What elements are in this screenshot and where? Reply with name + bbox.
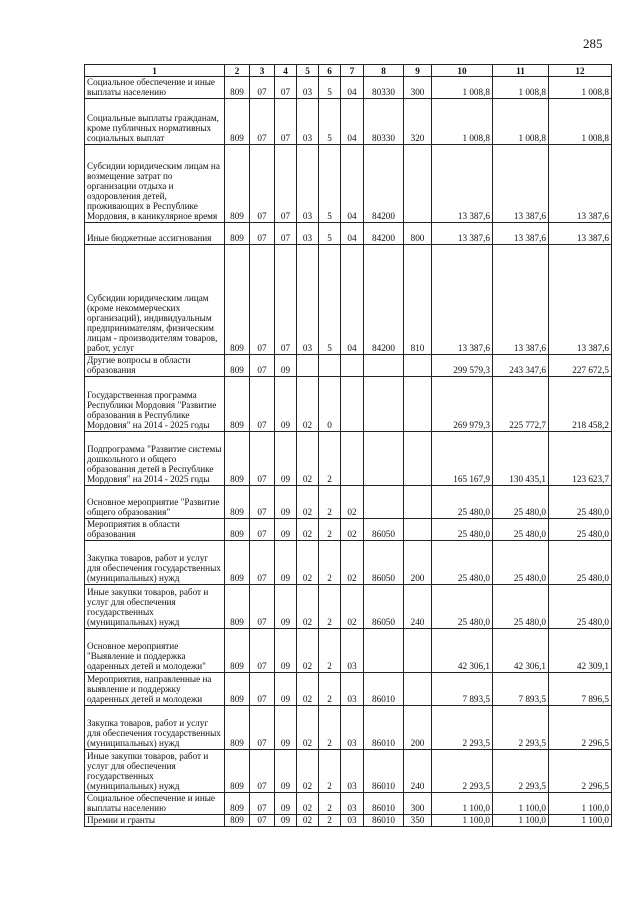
row-cell-7: 03 [341,793,364,815]
row-cell-12: 2 296,5 [549,750,612,793]
row-cell-5: 02 [297,706,319,750]
row-cell-2: 809 [225,377,250,432]
row-cell-8: 86050 [364,541,404,585]
row-cell-3: 07 [250,377,275,432]
row-cell-5: 02 [297,629,319,673]
table-row [85,519,612,541]
table-row [85,245,612,355]
row-cell-7: 04 [341,145,364,223]
row-cell-10: 25 480,0 [432,486,493,519]
row-cell-10: 25 480,0 [432,585,493,629]
row-name-cell: Социальные выплаты гражданам, кроме публичных нормативных социальных выплат [85,99,225,145]
row-cell-3: 07 [250,145,275,223]
row-cell-3: 07 [250,519,275,541]
row-cell-11: 13 387,6 [493,223,549,245]
row-name-cell: Иные закупки товаров, работ и услуг для обеспечения государственных (муниципальных) нужд [85,585,225,629]
row-cell-5: 02 [297,750,319,793]
row-cell-8: 86010 [364,706,404,750]
row-cell-7: 04 [341,99,364,145]
row-cell-10: 1 100,0 [432,793,493,815]
row-cell-2: 809 [225,750,250,793]
row-cell-12: 13 387,6 [549,145,612,223]
row-cell-7 [341,432,364,486]
row-cell-5: 03 [297,77,319,99]
row-cell-2: 809 [225,432,250,486]
row-name-cell: Закупка товаров, работ и услуг для обеспечения государственных (муниципальных) нужд [85,541,225,585]
row-name-cell: Субсидии юридическим лицам (кроме некоммерческих организаций), индивидуальным предпринимателям, физическим лицам - производителям товаров, работ, услуг [85,245,225,355]
row-cell-7: 03 [341,673,364,706]
row-cell-6: 2 [319,519,341,541]
row-cell-5 [297,355,319,377]
row-cell-10: 2 293,5 [432,750,493,793]
budget-table [84,64,612,827]
column-header: 10 [432,65,493,77]
table-row [85,99,612,145]
row-cell-6: 2 [319,541,341,585]
row-cell-7: 04 [341,223,364,245]
row-cell-8: 80330 [364,99,404,145]
row-cell-6: 2 [319,486,341,519]
row-cell-10: 269 979,3 [432,377,493,432]
row-cell-6: 5 [319,145,341,223]
row-cell-12: 218 458,2 [549,377,612,432]
row-cell-7: 03 [341,629,364,673]
row-cell-3: 07 [250,245,275,355]
row-cell-2: 809 [225,486,250,519]
column-header: 6 [319,65,341,77]
row-cell-9 [404,145,432,223]
row-cell-7: 03 [341,706,364,750]
row-cell-12: 25 480,0 [549,541,612,585]
row-cell-8 [364,377,404,432]
row-cell-11: 25 480,0 [493,519,549,541]
row-cell-9 [404,377,432,432]
row-cell-12: 13 387,6 [549,245,612,355]
row-cell-8: 80330 [364,77,404,99]
row-cell-9: 240 [404,585,432,629]
row-cell-10: 299 579,3 [432,355,493,377]
row-cell-5: 02 [297,519,319,541]
row-cell-8: 84200 [364,145,404,223]
row-cell-5: 02 [297,377,319,432]
row-cell-2: 809 [225,223,250,245]
row-cell-9 [404,486,432,519]
row-cell-4: 09 [275,629,297,673]
row-cell-3: 07 [250,629,275,673]
row-cell-8: 86010 [364,750,404,793]
row-cell-11: 225 772,7 [493,377,549,432]
row-cell-9: 240 [404,750,432,793]
row-cell-4: 09 [275,706,297,750]
row-cell-6: 2 [319,793,341,815]
row-cell-5: 03 [297,99,319,145]
row-name-cell: Подпрограмма "Развитие системы дошкольного и общего образования детей в Республике Мордовия" на 2014 - 2025 годы [85,432,225,486]
row-cell-10: 42 306,1 [432,629,493,673]
row-cell-2: 809 [225,245,250,355]
row-cell-9 [404,629,432,673]
row-cell-12: 1 100,0 [549,815,612,827]
row-cell-2: 809 [225,541,250,585]
row-cell-2: 809 [225,629,250,673]
table-row [85,486,612,519]
row-name-cell: Иные бюджетные ассигнования [85,223,225,245]
row-cell-9: 810 [404,245,432,355]
row-cell-8 [364,355,404,377]
table-row [85,673,612,706]
column-header: 9 [404,65,432,77]
row-cell-3: 07 [250,223,275,245]
row-cell-7 [341,377,364,432]
row-cell-6: 5 [319,99,341,145]
row-cell-8: 86010 [364,793,404,815]
column-header: 11 [493,65,549,77]
row-cell-6: 2 [319,673,341,706]
row-cell-8: 86050 [364,585,404,629]
row-cell-11: 130 435,1 [493,432,549,486]
row-cell-5: 03 [297,145,319,223]
row-cell-7: 02 [341,519,364,541]
row-cell-5: 02 [297,815,319,827]
row-cell-12: 25 480,0 [549,486,612,519]
row-cell-8: 86050 [364,519,404,541]
row-cell-6: 5 [319,245,341,355]
column-header: 8 [364,65,404,77]
row-cell-8: 86010 [364,815,404,827]
row-cell-9 [404,432,432,486]
row-cell-11: 42 306,1 [493,629,549,673]
row-cell-4: 09 [275,815,297,827]
row-cell-10: 13 387,6 [432,245,493,355]
row-cell-7 [341,355,364,377]
table-row [85,432,612,486]
row-cell-5: 02 [297,673,319,706]
table-row [85,750,612,793]
table-row [85,541,612,585]
row-cell-10: 7 893,5 [432,673,493,706]
row-name-cell: Другие вопросы в области образования [85,355,225,377]
column-header: 7 [341,65,364,77]
row-cell-4: 07 [275,99,297,145]
row-cell-6: 0 [319,377,341,432]
row-cell-11: 25 480,0 [493,585,549,629]
table-row [85,585,612,629]
row-name-cell: Социальное обеспечение и иные выплаты населению [85,793,225,815]
row-name-cell: Закупка товаров, работ и услуг для обеспечения государственных (муниципальных) нужд [85,706,225,750]
column-header: 5 [297,65,319,77]
row-cell-3: 07 [250,585,275,629]
row-cell-4: 09 [275,355,297,377]
row-cell-11: 2 293,5 [493,706,549,750]
table-row [85,355,612,377]
row-cell-10: 25 480,0 [432,541,493,585]
row-cell-4: 09 [275,519,297,541]
column-header: 3 [250,65,275,77]
row-cell-12: 1 008,8 [549,77,612,99]
row-cell-10: 13 387,6 [432,145,493,223]
row-cell-7: 02 [341,541,364,585]
row-cell-2: 809 [225,355,250,377]
row-cell-3: 07 [250,750,275,793]
column-header: 1 [85,65,225,77]
row-cell-11: 1 100,0 [493,793,549,815]
row-cell-4: 07 [275,223,297,245]
row-cell-2: 809 [225,706,250,750]
row-cell-3: 07 [250,355,275,377]
row-cell-3: 07 [250,541,275,585]
row-cell-10: 165 167,9 [432,432,493,486]
row-cell-2: 809 [225,519,250,541]
row-cell-3: 07 [250,77,275,99]
row-cell-9: 800 [404,223,432,245]
row-cell-2: 809 [225,793,250,815]
row-cell-12: 25 480,0 [549,585,612,629]
row-cell-9: 320 [404,99,432,145]
row-cell-12: 13 387,6 [549,223,612,245]
row-cell-7: 02 [341,486,364,519]
row-cell-4: 09 [275,432,297,486]
row-cell-3: 07 [250,432,275,486]
row-cell-2: 809 [225,815,250,827]
row-cell-9: 300 [404,793,432,815]
row-cell-3: 07 [250,673,275,706]
row-cell-4: 09 [275,673,297,706]
table-header-row [85,65,612,77]
row-cell-6 [319,355,341,377]
table-row [85,145,612,223]
row-cell-5: 03 [297,245,319,355]
row-cell-10: 2 293,5 [432,706,493,750]
row-cell-6: 2 [319,706,341,750]
row-cell-11: 25 480,0 [493,486,549,519]
row-cell-11: 1 008,8 [493,77,549,99]
row-cell-5: 02 [297,541,319,585]
column-header: 4 [275,65,297,77]
row-cell-3: 07 [250,706,275,750]
row-cell-11: 13 387,6 [493,245,549,355]
row-cell-10: 1 008,8 [432,77,493,99]
row-cell-9 [404,355,432,377]
table-row [85,377,612,432]
row-cell-12: 1 008,8 [549,99,612,145]
row-cell-12: 2 296,5 [549,706,612,750]
row-cell-3: 07 [250,486,275,519]
row-cell-3: 07 [250,99,275,145]
row-name-cell: Государственная программа Республики Мордовия "Развитие образования в Республике Мордовия" на 2014 - 2025 годы [85,377,225,432]
row-name-cell: Мероприятия в области образования [85,519,225,541]
row-name-cell: Иные закупки товаров, работ и услуг для обеспечения государственных (муниципальных) нужд [85,750,225,793]
row-cell-11: 243 347,6 [493,355,549,377]
row-cell-5: 02 [297,486,319,519]
row-cell-6: 2 [319,432,341,486]
row-cell-3: 07 [250,815,275,827]
row-cell-8: 84200 [364,223,404,245]
row-cell-8 [364,432,404,486]
row-cell-4: 07 [275,77,297,99]
row-cell-7: 04 [341,77,364,99]
row-cell-8 [364,629,404,673]
table-row [85,815,612,827]
row-cell-3: 07 [250,793,275,815]
row-cell-6: 2 [319,629,341,673]
row-cell-2: 809 [225,99,250,145]
row-cell-11: 7 893,5 [493,673,549,706]
row-name-cell: Социальное обеспечение и иные выплаты населению [85,77,225,99]
row-cell-8: 86010 [364,673,404,706]
table-row [85,706,612,750]
row-cell-9: 200 [404,541,432,585]
row-cell-12: 42 309,1 [549,629,612,673]
table-row [85,629,612,673]
row-cell-11: 13 387,6 [493,145,549,223]
row-cell-5: 02 [297,793,319,815]
row-cell-6: 2 [319,815,341,827]
row-cell-12: 1 100,0 [549,793,612,815]
row-cell-7: 02 [341,585,364,629]
table-row [85,793,612,815]
table-row [85,77,612,99]
row-name-cell: Премии и гранты [85,815,225,827]
row-cell-12: 25 480,0 [549,519,612,541]
row-cell-4: 09 [275,377,297,432]
row-name-cell: Субсидии юридическим лицам на возмещение затрат по организации отдыха и оздоровления детей, проживающих в Республике Мордовия, в каникулярное время [85,145,225,223]
row-cell-4: 09 [275,585,297,629]
row-cell-10: 1 008,8 [432,99,493,145]
row-cell-5: 03 [297,223,319,245]
row-cell-10: 13 387,6 [432,223,493,245]
row-cell-4: 09 [275,793,297,815]
row-cell-9 [404,519,432,541]
row-cell-10: 25 480,0 [432,519,493,541]
row-cell-2: 809 [225,585,250,629]
row-cell-6: 5 [319,223,341,245]
row-cell-7: 04 [341,245,364,355]
row-name-cell: Мероприятия, направленные на выявление и поддержку одаренных детей и молодежи [85,673,225,706]
row-cell-11: 1 100,0 [493,815,549,827]
row-cell-11: 2 293,5 [493,750,549,793]
row-cell-2: 809 [225,673,250,706]
row-cell-7: 03 [341,750,364,793]
row-cell-12: 227 672,5 [549,355,612,377]
row-cell-8: 84200 [364,245,404,355]
row-cell-4: 07 [275,245,297,355]
row-name-cell: Основное мероприятие "Выявление и поддержка одаренных детей и молодежи" [85,629,225,673]
row-cell-4: 07 [275,145,297,223]
row-cell-2: 809 [225,145,250,223]
row-cell-9: 300 [404,77,432,99]
row-name-cell: Основное мероприятие "Развитие общего образования" [85,486,225,519]
row-cell-9 [404,673,432,706]
row-cell-10: 1 100,0 [432,815,493,827]
row-cell-6: 5 [319,77,341,99]
row-cell-4: 09 [275,541,297,585]
table-row [85,223,612,245]
row-cell-11: 25 480,0 [493,541,549,585]
row-cell-5: 02 [297,432,319,486]
row-cell-7: 03 [341,815,364,827]
row-cell-9: 200 [404,706,432,750]
row-cell-4: 09 [275,486,297,519]
row-cell-5: 02 [297,585,319,629]
row-cell-9: 350 [404,815,432,827]
page-number: 285 [583,36,603,51]
row-cell-11: 1 008,8 [493,99,549,145]
column-header: 12 [549,65,612,77]
row-cell-2: 809 [225,77,250,99]
row-cell-8 [364,486,404,519]
row-cell-6: 2 [319,585,341,629]
row-cell-12: 123 623,7 [549,432,612,486]
column-header: 2 [225,65,250,77]
row-cell-6: 2 [319,750,341,793]
row-cell-12: 7 896,5 [549,673,612,706]
row-cell-4: 09 [275,750,297,793]
